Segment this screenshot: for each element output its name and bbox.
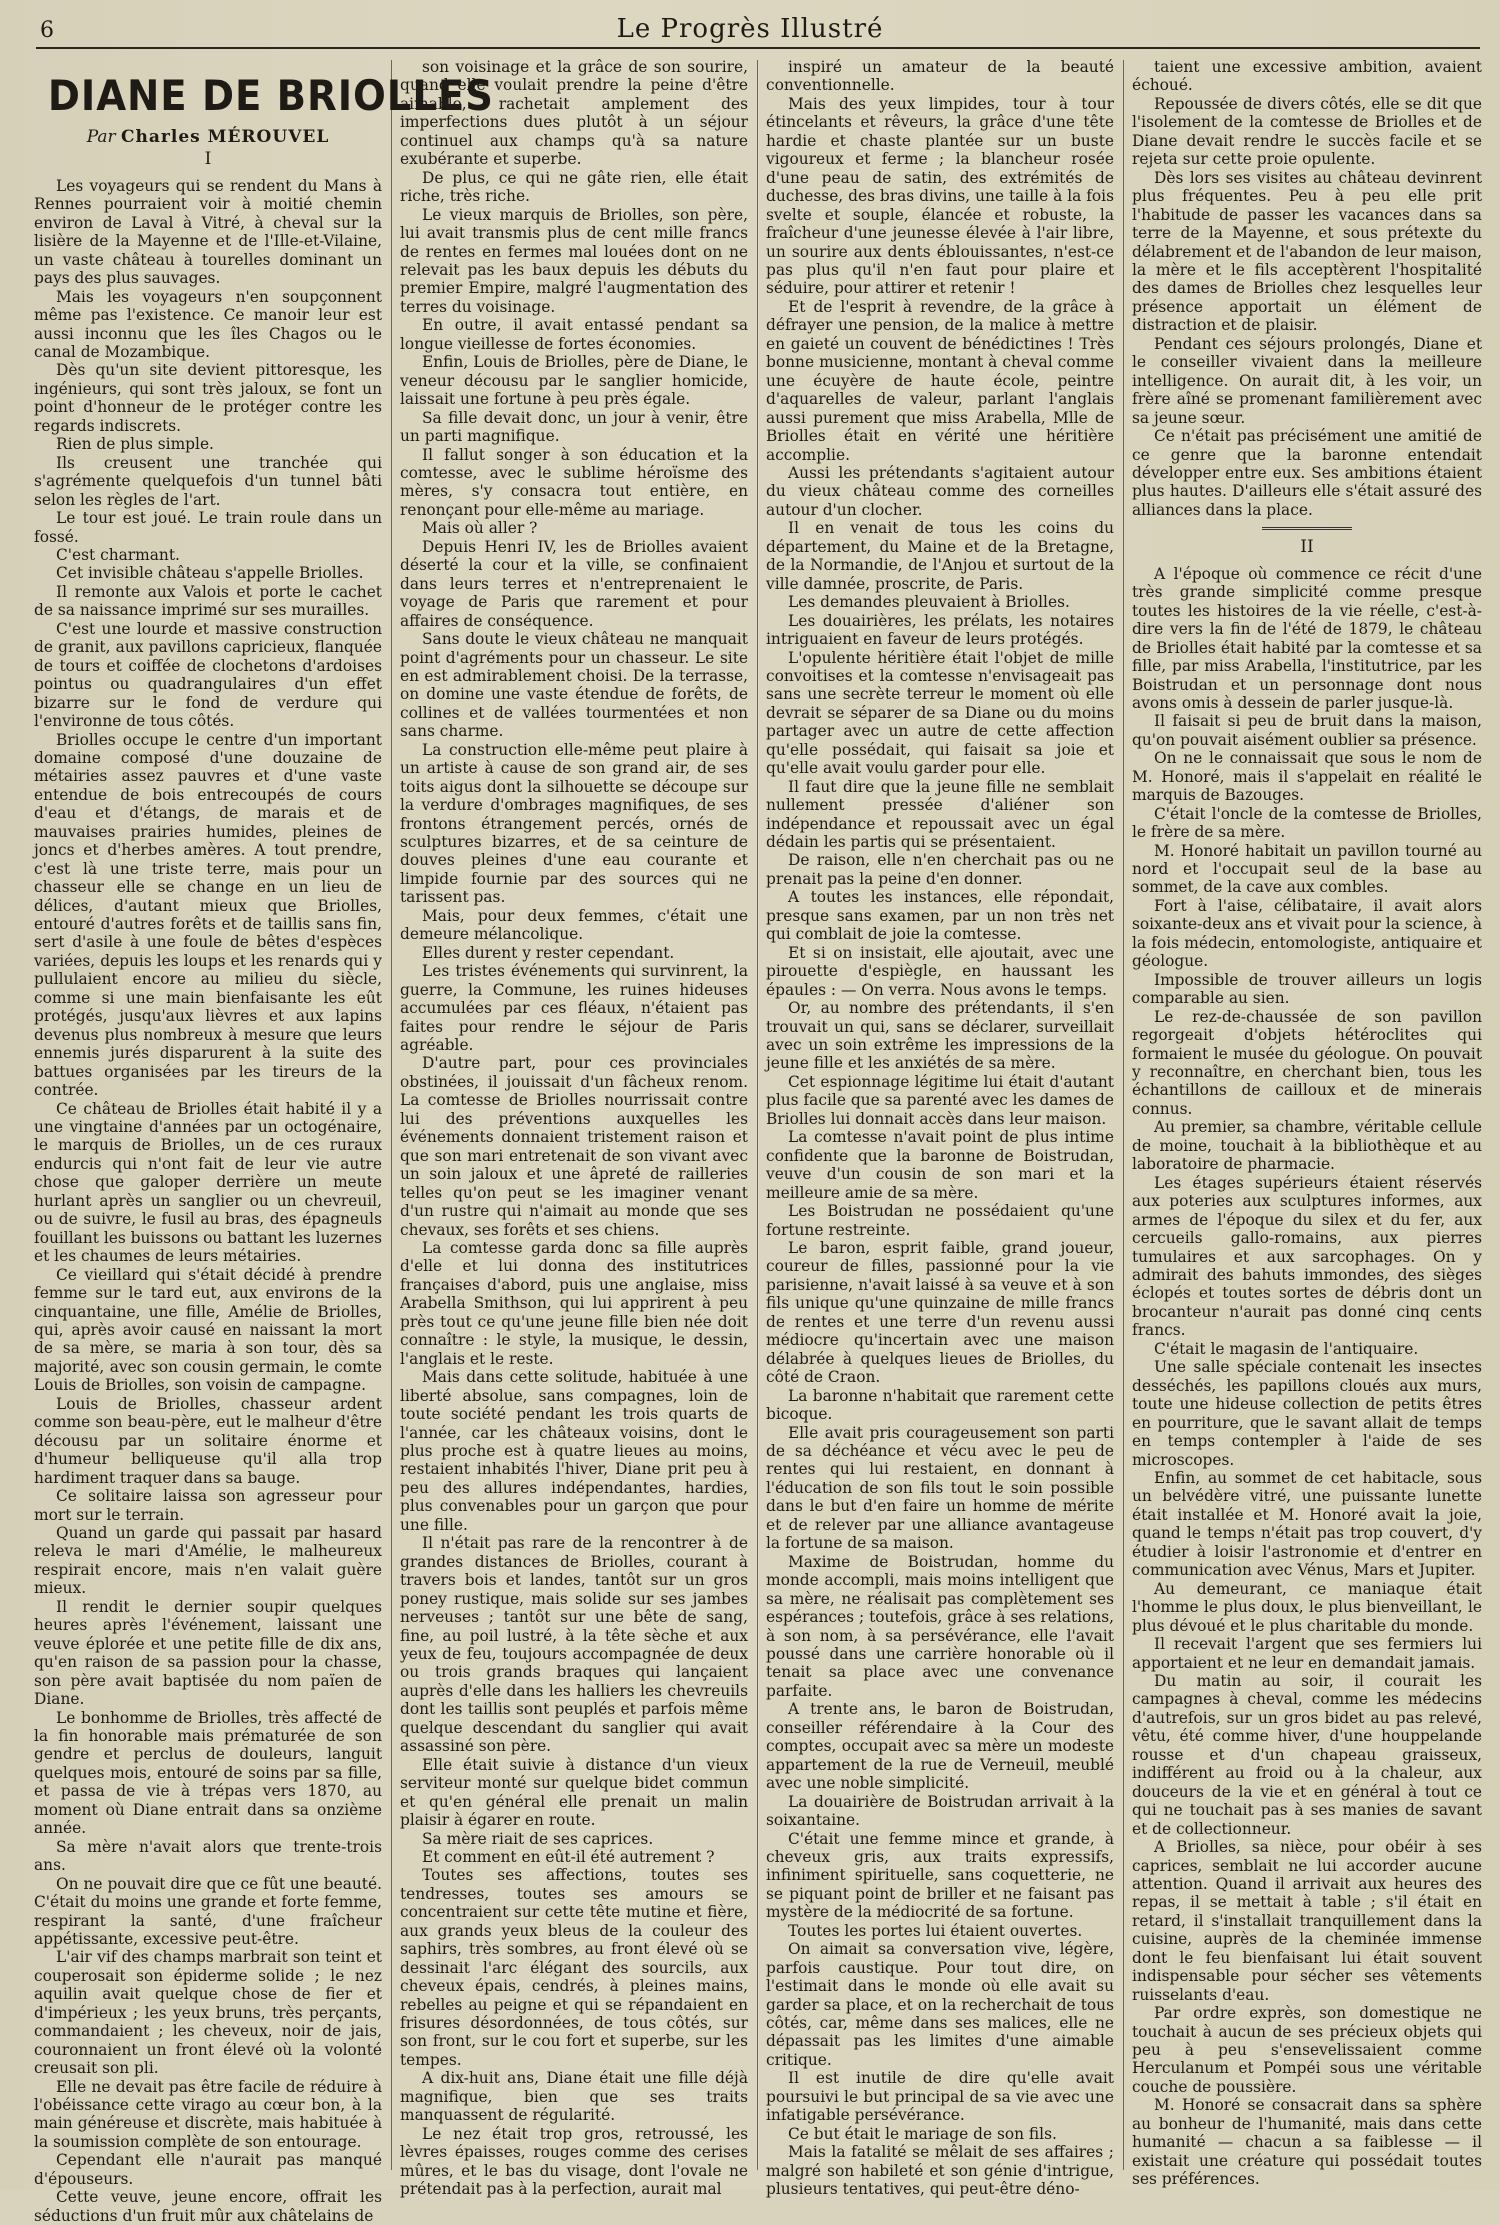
paragraph: Briolles occupe le centre d'un important domaine composé d'une douzaine de métairies assez pauvres et d'une vaste entendue de bois entrecoupés de cours d'eau et d'étangs, de marais et de mauvaises prairies humides, pleines de joncs et d'herbes amères. A tout prendre, c'est là une triste terre, mais pour un chasseur elle se change en un lieu de délices, d'autant mieux que Briolles, entouré d'autres forêts et de taillis sans fin, sert d'asile à une foule de bêtes d'espèces variées, depuis les loups et les renards qui y pullulaient encore au milieu du siècle, comme si une main bienfaisante les eût protégés, jusqu'aux lièvres et aux lapins devenus plus nombreux à mesure que leurs ennemis jurés disparurent à la suite des battues organisées par les tireurs de la contrée.: [34, 730, 382, 1100]
chapter-heading: II: [1300, 537, 1314, 558]
paragraph: inspiré un amateur de la beauté conventionnelle.: [766, 58, 1114, 95]
paragraph: son voisinage et la grâce de son sourire, quand elle voulait prendre la peine d'être aimable, rachetait amplement des imperfections dues plutôt à un séjour continuel aux champs qu'à sa nature exubérante et superbe.: [400, 58, 748, 169]
paragraph: Toutes les portes lui étaient ouvertes.: [788, 1921, 1083, 1940]
paragraph: Ce solitaire laissa son agresseur pour mort sur le terrain.: [34, 1487, 382, 1524]
paragraph: Il rendit le dernier soupir quelques heures après l'événement, laissant une veuve éplorée et une petite fille de dix ans, qu'en raison de sa passion pour la chasse, son père avait baptisée du nom païen de Diane.: [34, 1597, 382, 1709]
paragraph: Aussi les prétendants s'agitaient autour du vieux château comme des corneilles autour d'un clocher.: [766, 463, 1114, 519]
paragraph: L'opulente héritière était l'objet de mille convoitises et la comtesse n'envisageait pas sans une secrète terreur le moment où elle devrait se séparer de sa Diane ou du moins partager avec un autre de cette affection qu'elle possédait, qui faisait sa joie et qu'elle avait voulu garder pour elle.: [766, 648, 1114, 778]
paragraph: Ils creusent une tranchée qui s'agrémente quelquefois d'un tunnel bâti selon les règles de l'art.: [34, 453, 382, 509]
paragraph: Par ordre exprès, son domestique ne touchait à aucun de ses précieux objets qui peu à peu s'ensevelissaient comme Herculanum et Pompéi sous une véritable couche de poussière.: [1132, 2004, 1482, 2096]
column-separator: [757, 60, 758, 2170]
paragraph: A Briolles, sa nièce, pour obéir à ses caprices, semblait ne lui accorder aucune attention. Quand il arrivait aux heures des repas, il se mettait à table ; s'il était en retard, il s'installait tranquillement dans la cuisine, auprès de la cheminée immense dont le feu bienfaisant lui était souvent indispensable pour sécher ses vêtements ruisselants d'eau.: [1132, 1838, 1482, 2004]
paragraph: Mais dans cette solitude, habituée à une liberté absolue, sans compagnes, loin de toute société pendant les trois quarts de l'année, car les châteaux voisins, dont le plus proche est à quatre lieues au moins, restaient inhabités l'hiver, Diane prit peu à peu des allures indépendantes, hardies, plus convenables pour un garçon que pour une fille.: [400, 1368, 748, 1534]
paragraph: Mais où aller ?: [422, 519, 538, 538]
paragraph: M. Honoré se consacrait dans sa sphère au bonheur de l'humanité, mais dans cette humanité — chacun a sa faiblesse — il existait une créature qui possédait toutes ses préférences.: [1132, 2096, 1482, 2189]
article-title: DIANE DE BRIOLLES: [47, 71, 494, 120]
paragraph: Il faut dire que la jeune fille ne semblait nullement pressée d'aliéner son indépendance et repoussait avec un égal dédain les partis qui se présentaient.: [766, 777, 1114, 852]
paragraph: Les demandes pleuvaient à Briolles.: [788, 593, 1070, 612]
paragraph: A dix-huit ans, Diane était une fille déjà magnifique, bien que ses traits manquassent de régularité.: [400, 2069, 748, 2125]
column-body: [1132, 565, 1482, 2189]
paragraph: Elle ne devait pas être facile de réduire à l'obéissance cette virago au cœur bon, à la main généreuse et discrète, mais habituée à la soumission complète de son entourage.: [34, 2077, 382, 2151]
paragraph: A toutes les instances, elle répondait, presque sans examen, par un non très net qui comblait de joie la comtesse.: [766, 888, 1114, 944]
paragraph: Il fallut songer à son éducation et la comtesse, avec le sublime héroïsme des mères, s'y consacra tout entière, en renonçant pour elle-même au mariage.: [400, 445, 748, 519]
paragraph: Le baron, esprit faible, grand joueur, coureur de filles, passionné pour la vie parisienne, n'avait laissé à sa veuve et à son fils unique qu'une quinzaine de mille francs de rentes et une terre d'un revenu aussi médiocre qu'incertain avec une maison délabrée à quelques lieues de Briolles, du côté de Craon.: [766, 1239, 1114, 1387]
newspaper-masthead: Le Progrès Illustré: [616, 14, 884, 44]
paragraph: On aimait sa conversation vive, légère, parfois caustique. Pour tout dire, on l'estimait dans le monde où elle avait su garder sa place, et on la recherchait de tous côtés, car, même dans ses malices, elle ne dépassait pas les limites d'une aimable critique.: [766, 1940, 1114, 2069]
paragraph: C'est charmant.: [56, 545, 180, 564]
paragraph: Rien de plus simple.: [56, 435, 214, 454]
paragraph: Sa mère riait de ses caprices.: [422, 1829, 654, 1848]
paragraph: Les tristes événements qui survinrent, la guerre, la Commune, les ruines hideuses accumulées par ces fléaux, n'étaient pas faites pour rendre le séjour de Paris agréable.: [400, 962, 748, 1055]
paragraph: Il remonte aux Valois et porte le cachet de sa naissance imprimé sur ses murailles.: [34, 582, 382, 620]
paragraph: Cependant elle n'aurait pas manqué d'épouseurs.: [34, 2151, 382, 2188]
paragraph: Louis de Briolles, chasseur ardent comme son beau-père, eut le malheur d'être décousu par un solitaire énorme et d'humeur belliqueuse qu'il alla trop hardiment traquer dans sa bauge.: [34, 1394, 382, 1487]
paragraph: De raison, elle n'en cherchait pas ou ne prenait pas la peine d'en donner.: [766, 851, 1114, 888]
paragraph: C'était une femme mince et grande, à cheveux gris, aux traits expressifs, infiniment spirituelle, sans coquetterie, ne se piquant point de briller et ne faisant pas mystère de la médiocrité de sa fortune.: [766, 1829, 1114, 1922]
paragraph: Elle était suivie à distance d'un vieux serviteur monté sur quelque bidet commun et qu'en général elle prenait un malin plaisir à égarer en route.: [400, 1755, 748, 1830]
paragraph: Sa fille devait donc, un jour à venir, être un parti magnifique.: [400, 408, 748, 446]
paragraph: Il recevait l'argent que ses fermiers lui apportaient et ne leur en demandait jamais.: [1132, 1635, 1482, 1672]
paragraph: Les Boistrudan ne possédaient qu'une fortune restreinte.: [766, 1202, 1114, 1239]
paragraph: Il est inutile de dire qu'elle avait poursuivi le but principal de sa vie avec une infatigable persévérance.: [766, 2069, 1114, 2125]
byline-prefix: Par: [86, 127, 116, 147]
paragraph: On ne pouvait dire que ce fût une beauté. C'était du moins une grande et forte femme, respirant la santé, d'une fraîcheur appétissante, excessive peut-être.: [34, 1874, 382, 1948]
paragraph: Une salle spéciale contenait les insectes desséchés, les papillons cloués aux murs, toute une hideuse collection de petits êtres en pourriture, que le savant allait de temps en temps contempler à l'aide de ses microscopes.: [1132, 1358, 1482, 1469]
paragraph: La douairière de Boistrudan arrivait à la soixantaine.: [766, 1792, 1114, 1830]
paragraph: Au demeurant, ce maniaque était l'homme le plus doux, le plus bienveillant, le plus dévoué et le plus charitable du monde.: [1132, 1579, 1482, 1635]
paragraph: Fort à l'aise, célibataire, il avait alors soixante-deux ans et vivait pour la science, à la fois médecin, entomologiste, antiquaire et géologue.: [1132, 896, 1482, 971]
column-separator: [1123, 60, 1124, 2170]
paragraph: C'était l'oncle de la comtesse de Briolles, le frère de sa mère.: [1132, 804, 1482, 842]
paragraph: Le vieux marquis de Briolles, son père, lui avait transmis plus de cent mille francs de rentes en fermes mal louées dont on ne relevait pas les baux depuis les débuts du premier Empire, malgré l'augmentation des terres du voisinage.: [400, 205, 748, 316]
paragraph: Au premier, sa chambre, véritable cellule de moine, touchait à la bibliothèque et au laboratoire de pharmacie.: [1132, 1118, 1482, 1174]
paragraph: Maxime de Boistrudan, homme du monde accompli, mais moins intelligent que sa mère, ne réalisait pas complètement ses espérances ; toutefois, grâce à ses relations, à son nom, à sa persévérance, elle l'avait poussé dans une carrière honorable où il tenait sa place avec une convenance parfaite.: [766, 1552, 1114, 1700]
paragraph: Ce château de Briolles était habité il y a une vingtaine d'années par un octogénaire, le marquis de Briolles, un de ces ruraux endurcis qui n'ont fait de leur vie autre chose que galoper derrière un meute hurlant après un sanglier ou un chevreuil, ou de suivre, le fusil au bras, des épagneuls fouillant les buissons ou battant les luzernes et les chaumes de leurs métairies.: [34, 1099, 382, 1266]
paragraph: En outre, il avait entassé pendant sa longue vieillesse de fortes économies.: [400, 316, 748, 353]
paragraph: C'est une lourde et massive construction de granit, aux pavillons capricieux, flanquée de tours et coiffée de clochetons d'ardoises pointus ou quadrangulaires d'un effet bizarre sur le fond de verdure qui l'environne de tous côtés.: [34, 619, 382, 731]
paragraph: Mais des yeux limpides, tour à tour étincelants et rêveurs, la grâce d'une tête hardie et chaste plantée sur un buste vigoureux et ferme ; la blancheur rosée d'une peau de satin, des extrémités de duchesse, des bras divins, une taille à la fois svelte et souple, élancée et robuste, la fraîcheur d'une jeunesse élevée à l'air libre, un sourire aux dents éblouissantes, n'est-ce pas plus qu'il n'en faut pour plaire et séduire, pour attirer et retenir !: [766, 94, 1114, 298]
page-header: [0, 0, 1500, 48]
section-divider: [1262, 527, 1352, 530]
paragraph: Impossible de trouver ailleurs un logis comparable au sien.: [1132, 970, 1482, 1008]
paragraph: Sa mère n'avait alors que trente-trois ans.: [34, 1837, 382, 1875]
paragraph: Repoussée de divers côtés, elle se dit que l'isolement de la comtesse de Briolles et de Diane devait rendre le succès facile et se rejeta sur cette proie opulente.: [1132, 94, 1482, 169]
paragraph: Le nez était trop gros, retroussé, les lèvres épaisses, rouges comme des cerises mûres, et le bas du visage, dont l'ovale ne prétendait pas à la perfection, aurait mal: [400, 2124, 748, 2199]
article-byline: [34, 128, 382, 146]
paragraph: taient une excessive ambition, avaient échoué.: [1132, 58, 1482, 95]
paragraph: M. Honoré habitait un pavillon tourné au nord et l'occupait seul de la base au sommet, de la cave aux combles.: [1132, 841, 1482, 897]
paragraph: Dès qu'un site devient pittoresque, les ingénieurs, qui sont très jaloux, se font un point d'honneur de le protéger contre les regards indiscrets.: [34, 361, 382, 435]
paragraph: Et comment en eût-il été autrement ?: [422, 1847, 715, 1866]
paragraph: Cette veuve, jeune encore, offrait les séductions d'un fruit mûr aux châtelains de: [34, 2188, 382, 2225]
paragraph: Enfin, au sommet de cet habitacle, sous un belvédère vitré, une puissante lunette était installée et M. Honoré avait la joie, quand le temps n'était pas trop couvert, d'y étudier à loisir l'astronomie et d'entrer en communication avec Vénus, Mars et Jupiter.: [1132, 1468, 1482, 1580]
author-name: Charles MÉROUVEL: [121, 127, 330, 147]
paragraph: Il faisait si peu de bruit dans la maison, qu'on pouvait aisément oublier sa présence.: [1132, 712, 1482, 749]
paragraph: Dès lors ses visites au château devinrent plus fréquentes. Peu à peu elle prit l'habitude de passer les vacances dans sa terre de la Mayenne, et sous prétexte du délabrement et de l'abandon de leur maison, la mère et le fils acceptèrent l'hospitalité des dames de Briolles chez lesquelles leur présence apportait un élément de distraction et de plaisir.: [1132, 168, 1483, 335]
paragraph: Or, au nombre des prétendants, il s'en trouvait un qui, sans se déclarer, surveillait avec un soin extrême les impressions de la jeune fille et les anxiétés de sa mère.: [766, 999, 1114, 1073]
column-body: [1132, 58, 1482, 519]
paragraph: Ce vieillard qui s'était décidé à prendre femme sur le tard eut, aux environs de la cinquantaine, une fille, Amélie de Briolles, qui, après avoir causé en naissant la mort de sa mère, se maria à son tour, dès sa majorité, avec son cousin germain, le comte Louis de Briolles, son voisin de campagne.: [34, 1265, 382, 1395]
paragraph: Elles durent y rester cependant.: [422, 943, 675, 962]
column-4: [1132, 58, 1483, 2189]
paragraph: Sans doute le vieux château ne manquait point d'agréments pour un chasseur. Le site en est admirablement choisi. De la terrasse, on domine une vaste étendue de forêts, de collines et de vallées tourmentées et non sans charme.: [400, 630, 748, 741]
paragraph: On ne le connaissait que sous le nom de M. Honoré, mais il s'appelait en réalité le marquis de Bazouges.: [1132, 749, 1482, 805]
column-body: [400, 58, 748, 2199]
paragraph: La comtesse n'avait point de plus intime confidente que la baronne de Boistrudan, veuve d'un cousin de son mari et la meilleure amie de sa mère.: [766, 1128, 1114, 1202]
column-3: [766, 58, 1114, 2199]
column-body: [34, 177, 382, 2225]
paragraph: Mais les voyageurs n'en soupçonnent même pas l'existence. Ce manoir leur est aussi inconnu que les îles Chagos ou le canal de Mozambique.: [34, 287, 382, 361]
column-body: [766, 58, 1114, 2199]
paragraph: Les étages supérieurs étaient réservés aux poteries aux sculptures informes, aux armes de l'époque du silex et du fer, aux cercueils gallo-romains, aux pierres tumulaires et aux sarcophages. On y admirait des bahuts immondes, des sièges éclopés et toutes sortes de débris dont un brocanteur n'aurait pas donné cinq cents francs.: [1132, 1173, 1482, 1340]
paragraph: Depuis Henri IV, les de Briolles avaient déserté la cour et la ville, se confinaient dans leurs terres et n'entreprenaient le voyage de Paris que rarement et pour affaires de conséquence.: [400, 537, 748, 630]
paragraph: Ce n'était pas précisément une amitié de ce genre que la baronne entendait développer entre eux. Ses ambitions étaient plus hautes. D'ailleurs elle s'était assuré des alliances dans la place.: [1132, 427, 1482, 519]
paragraph: Les voyageurs qui se rendent du Mans à Rennes pourraient voir à moitié chemin environ de Laval à Vitré, à cheval sur la lisière de la Mayenne et de l'Ille-et-Vilaine, un vaste château à tourelles dominant un pays des plus sauvages.: [34, 176, 382, 288]
paragraph: Il en venait de tous les coins du département, du Maine et de la Bretagne, de la Normandie, de l'Anjou et surtout de la ville damnée, proscrite, de Paris.: [766, 519, 1114, 593]
column-2: [400, 58, 748, 2199]
paragraph: Cet invisible château s'appelle Briolles.: [56, 564, 364, 583]
paragraph: Toutes ses affections, toutes ses tendresses, toutes ses amours se concentraient sur cette tête mutine et fière, aux grands yeux bleus de la couleur des saphirs, très sombres, au front élevé où se dessinait l'arc élégant des sourcils, aux cheveux épais, cendrés, à pleines mains, rebelles au peigne et qui se répandaient en frisures désordonnées, de tous côtés, sur son front, sur le cou fort et superbe, sur les tempes.: [400, 1866, 748, 2069]
chapter-heading: I: [204, 149, 212, 170]
paragraph: Le rez-de-chaussée de son pavillon regorgeait d'objets hétéroclites qui formaient le musée du géologue. On pouvait y reconnaître, en cherchant bien, tous les échantillons de cailloux et de minerais connus.: [1132, 1007, 1482, 1118]
header-rule: [36, 47, 1480, 49]
paragraph: Mais, pour deux femmes, c'était une demeure mélancolique.: [400, 906, 748, 944]
paragraph: Le tour est joué. Le train roule dans un fossé.: [34, 509, 382, 546]
paragraph: Pendant ces séjours prolongés, Diane et le conseiller vivaient dans la meilleure intelligence. On aurait dit, à les voir, un frère aîné se promenant familièrement avec sa jeune sœur.: [1132, 334, 1482, 427]
paragraph: La baronne n'habitait que rarement cette bicoque.: [766, 1386, 1114, 1424]
paragraph: D'autre part, pour ces provinciales obstinées, il jouissait d'un fâcheux renom. La comtesse de Briolles nourrissait contre lui des préventions auxquelles les événements donnaient tristement raison et que son mari entretenait de son vivant avec un soin jaloux et une âpreté de railleries telles qu'on peut se les imaginer venant d'un rustre qui n'aimait au monde que ses chevaux, ses forêts et ses chiens.: [400, 1054, 748, 1239]
paragraph: Cet espionnage légitime lui était d'autant plus facile que sa parenté avec les dames de Briolles lui donnait accès dans leur maison.: [766, 1072, 1114, 1128]
paragraph: Quand un garde qui passait par hasard releva le mari d'Amélie, le malheureux respirait encore, mais n'en valait guère mieux.: [34, 1523, 382, 1598]
paragraph: Il n'était pas rare de la rencontrer à de grandes distances de Briolles, courant à travers bois et landes, tantôt sur un gros poney rustique, mais solide sur ses jambes nerveuses ; tantôt sur une bête de sang, fine, au poil lustré, à la tête sèche et aux yeux de feu, toujours accompagnée de deux ou trois grands braques qui lançaient auprès d'elle dans les halliers les chevreuils dont les taillis sont peuplés et parfois même quelque descendant du sanglier qui avait assassiné son père.: [400, 1534, 748, 1756]
paragraph: C'était le magasin de l'antiquaire.: [1154, 1339, 1419, 1358]
paragraph: Mais la fatalité se mêlait de ses affaires ; malgré son habileté et son génie d'intrigue, plusieurs tentatives, qui peut-être déno-: [766, 2143, 1114, 2199]
column-separator: [391, 60, 392, 2170]
paragraph: Les douairières, les prélats, les notaires intriguaient en faveur de leurs protégés.: [766, 611, 1114, 649]
paragraph: Enfin, Louis de Briolles, père de Diane, le veneur décousu par le sanglier homicide, laissait une fortune à peu près égale.: [400, 353, 748, 409]
paragraph: De plus, ce qui ne gâte rien, elle était riche, très riche.: [400, 168, 748, 206]
paragraph: A l'époque où commence ce récit d'une très grande simplicité comme presque toutes les histoires de la vie réelle, c'est-à-dire vers la fin de l'été de 1879, le château de Briolles était habité par la comtesse et sa fille, par miss Arabella, l'institutrice, par les Boistrudan et un personnage dont nous avons omis à dessein de parler jusque-là.: [1132, 564, 1482, 712]
paragraph: La construction elle-même peut plaire à un artiste à cause de son grand air, de ses toits aigus dont la silhouette se découpe sur la verdure d'ombrages magnifiques, de ses frontons étrangement percés, ornés de sculptures bizarres, et de sa ceinture de douves pleines d'une eau courante et limpide fournie par des sources qui ne tarissent pas.: [400, 740, 748, 907]
paragraph: A trente ans, le baron de Boistrudan, conseiller référendaire à la Cour des comptes, occupait avec sa mère un modeste appartement de la rue de Verneuil, meublé avec une noble simplicité.: [766, 1700, 1114, 1793]
paragraph: Du matin au soir, il courait les campagnes à cheval, comme les médecins d'autrefois, sur un gros bidet au pas relevé, vêtu, été comme hiver, d'une houppelande rousse et d'un chapeau graisseux, indifférent au froid ou à la chaleur, aux douceurs de la vie et en général à tout ce qui ne touchait pas à ses manies de savant et de collectionneur.: [1132, 1671, 1482, 1838]
page-number: 6: [40, 18, 54, 43]
paragraph: L'air vif des champs marbrait son teint et couperosait son épiderme solide ; le nez aquilin avait quelque chose de fier et d'impérieux ; les yeux bruns, très perçants, commandaient ; les cheveux, noir de jais, couronnaient un front élevé où la volonté creusait son pli.: [34, 1948, 382, 2078]
paragraph: Ce but était le mariage de son fils.: [788, 2124, 1057, 2143]
paragraph: Elle avait pris courageusement son parti de sa déchéance et vécu avec le peu de rentes qui lui restaient, en donnant à l'éducation de son fils tout le soin possible dans le but d'en faire un homme de mérite et de relever par une alliance avantageuse la fortune de sa maison.: [766, 1423, 1114, 1553]
paragraph: Et de l'esprit à revendre, de la grâce à défrayer une pension, de la malice à mettre en gaieté un couvent de bénédictines ! Très bonne musicienne, montant à cheval comme une écuyère de haute école, peintre d'aquarelles de valeur, parlant l'anglais aussi purement que miss Arabella, Mlle de Briolles était en vérité une héritière accomplie.: [766, 297, 1114, 464]
paragraph: Et si on insistait, elle ajoutait, avec une pirouette d'espiègle, en haussant les épaules : — On verra. Nous avons le temps.: [766, 943, 1114, 999]
paragraph: La comtesse garda donc sa fille auprès d'elle et lui donna des institutrices françaises d'abord, puis une anglaise, miss Arabella Smithson, qui lui apprirent à peu près tout ce qu'une jeune fille bien née doit connaître : le style, la musique, le dessin, l'anglais et le reste.: [400, 1239, 748, 1368]
paragraph: Le bonhomme de Briolles, très affecté de la fin honorable mais prématurée de son gendre et perclus de douleurs, languit quelques mois, entouré de soins par sa fille, et passa de vie à trépas vers 1870, au moment où Diane entrait dans sa onzième année.: [34, 1708, 382, 1838]
